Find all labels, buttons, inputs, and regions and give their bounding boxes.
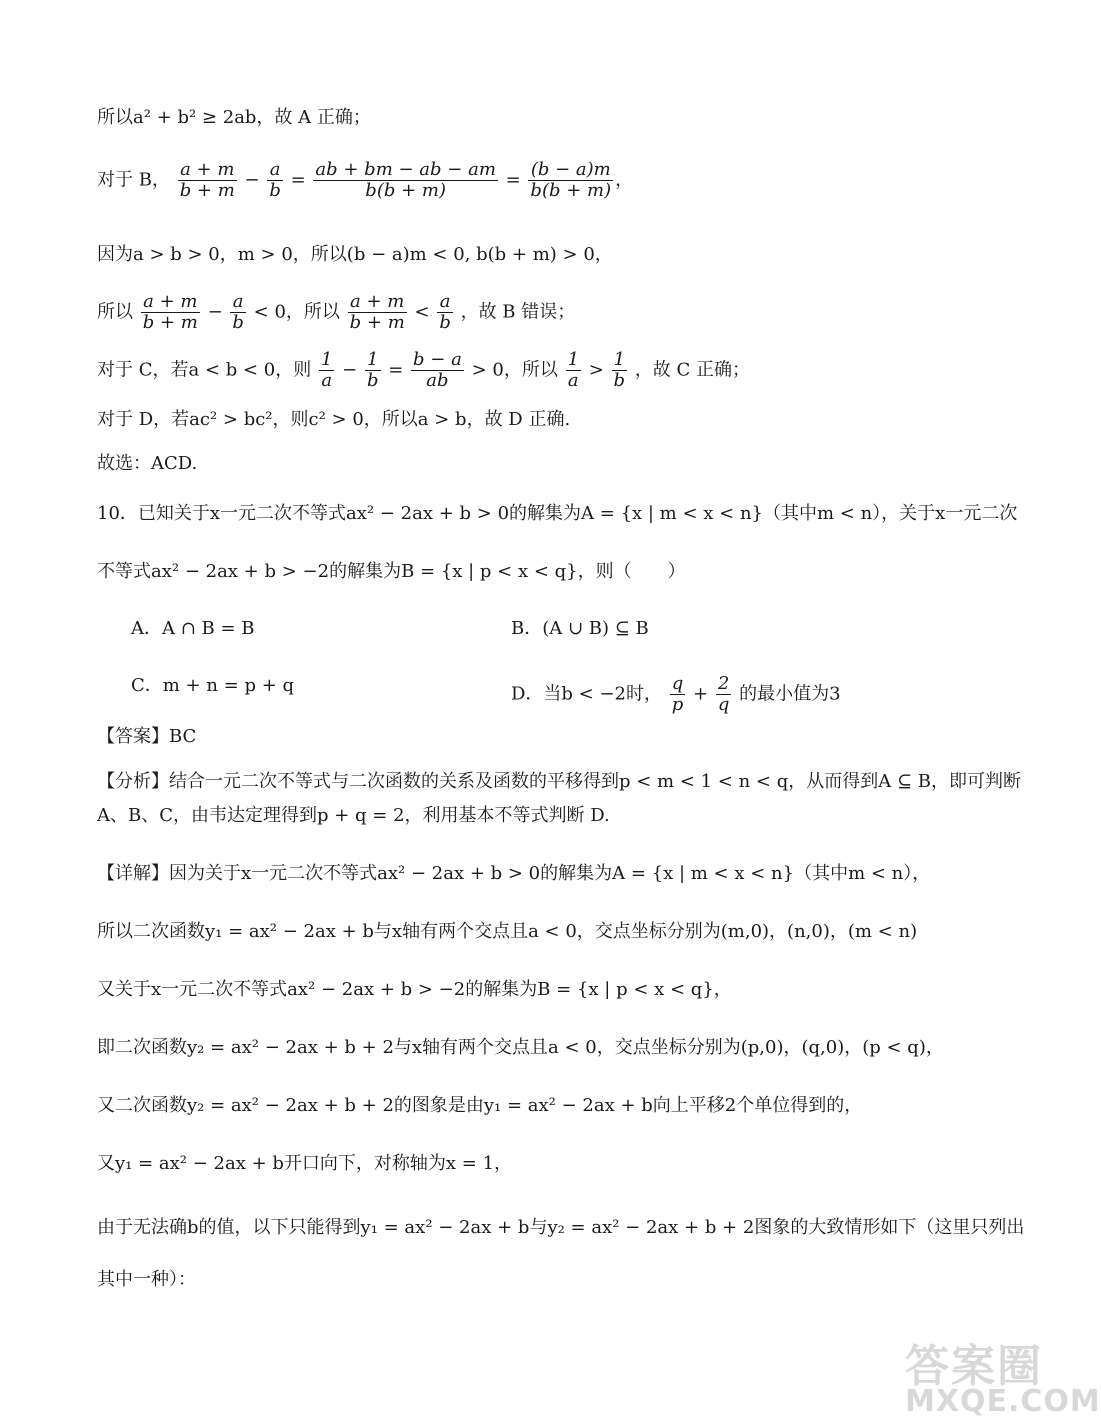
fraction: $\frac{a}{b}$ — [439, 291, 451, 333]
fraction: $\frac{a}{b}$ — [232, 291, 244, 333]
option-a: A．A ∩ B = B — [131, 618, 255, 639]
option-d: D．当b < −2时， $\frac{q}{p}$ + $\frac{2}{q}$ 的最小值为3 — [511, 673, 841, 715]
fraction: $\frac{1}{a}$ — [567, 349, 580, 391]
answer: 【答案】BC — [97, 726, 197, 747]
watermark-bottom: MXQE.COM — [905, 1384, 1101, 1419]
fraction: $\frac{2}{q}$ — [717, 673, 730, 715]
fraction: $\frac{a + m}{b + m}$ — [349, 291, 405, 333]
detail-line-4: 即二次函数y₂ = ax² − 2ax + b + 2与x轴有两个交点且a < 0，交点坐标分别为(p,0)，(q,0)，(p < q)， — [97, 1037, 944, 1058]
fraction: $\frac{q}{p}$ — [671, 673, 684, 715]
fraction: $\frac{a}{b}$ — [269, 159, 281, 201]
options-row-2 — [131, 673, 1040, 715]
line-d-correct: 对于 D，若ac² > bc²，则c² > 0，所以a > b，故 D 正确. — [97, 409, 571, 430]
fraction: $\frac{a + m}{b + m}$ — [142, 291, 198, 333]
option-b: B．(A ∪ B) ⊆ B — [511, 618, 649, 639]
fraction: $\frac{(b - a)m}{b(b + m)}$ — [530, 159, 612, 201]
fraction: $\frac{b - a}{ab}$ — [413, 349, 462, 391]
detail-line-1: 【详解】因为关于x一元二次不等式ax² − 2ax + b > 0的解集为A = {x | m < x < n}（其中m < n）， — [97, 863, 931, 884]
detail-line-7: 由于无法确b的值，以下只能得到y₁ = ax² − 2ax + b与y₂ = ax² − 2ax + b + 2图象的大致情形如下（这里只列出其中一种）： — [97, 1217, 1025, 1290]
option-c: C．m + n = p + q — [131, 675, 295, 696]
fraction: $\frac{1}{a}$ — [321, 349, 333, 391]
line-b-derivation: 对于 B， $\frac{a + m}{b + m}$ − $\frac{a}{b}$ = $\frac{ab + bm - ab - am}{b(b + m)}$ = $\frac{(b - a)m}{b(b + m)}$ ， — [97, 159, 634, 201]
fraction: $\frac{1}{b}$ — [366, 349, 379, 391]
watermark-top: 答案圈 — [905, 1341, 1043, 1392]
detail-line-2: 所以二次函数y₁ = ax² − 2ax + b与x轴有两个交点且a < 0，交点坐标分别为(m,0)，(n,0)，(m < n) — [97, 921, 918, 942]
line-a-correct: 所以a² + b² ≥ 2ab，故 A 正确； — [97, 107, 371, 128]
question-10-line-2: 不等式ax² − 2ax + b > −2的解集为B = {x | p < x < q}，则（ ） — [97, 561, 686, 582]
detail-line-5: 又二次函数y₂ = ax² − 2ax + b + 2的图象是由y₁ = ax² − 2ax + b向上平移2个单位得到的， — [97, 1095, 863, 1116]
detail-line-6: 又y₁ = ax² − 2ax + b开口向下，对称轴为x = 1， — [97, 1153, 513, 1174]
detail-line-3: 又关于x一元二次不等式ax² − 2ax + b > −2的解集为B = {x | p < x < q}， — [97, 979, 732, 1000]
fraction: $\frac{ab + bm - ab - am}{b(b + m)}$ — [315, 159, 496, 201]
fraction: $\frac{1}{b}$ — [613, 349, 626, 391]
question-10-line-1: 10．已知关于x一元二次不等式ax² − 2ax + b > 0的解集为A = {x | m < x < n}（其中m < n），关于x一元二次 — [97, 503, 1018, 524]
text: 对于 B， — [97, 169, 170, 191]
line-c-correct: 对于 C，若a < b < 0，则 $\frac{1}{a}$ − $\frac{1}{b}$ = $\frac{b - a}{ab}$ > 0，所以 $\frac{1}{a}$ > $\frac{1}{b}$ ，故 C 正确； — [97, 349, 751, 391]
watermark-logo — [905, 1330, 1101, 1419]
line-because: 因为a > b > 0，m > 0，所以(b − a)m < 0, b(b + m) > 0， — [97, 244, 613, 265]
line-b-wrong: 所以 $\frac{a + m}{b + m}$ − $\frac{a}{b}$ < 0，所以 $\frac{a + m}{b + m}$ < $\frac{a}{b}$ ，故 B 错误； — [97, 291, 576, 333]
line-choice: 故选：ACD. — [97, 453, 198, 474]
options-row-1 — [131, 617, 1040, 641]
analysis: 【分析】结合一元二次不等式与二次函数的关系及函数的平移得到p < m < 1 < n < q，从而得到A ⊆ B，即可判断 A、B、C，由韦达定理得到p + q = 2，利用基本不等式判断 D. — [97, 771, 1022, 826]
fraction: $\frac{a + m}{b + m}$ — [179, 159, 235, 201]
